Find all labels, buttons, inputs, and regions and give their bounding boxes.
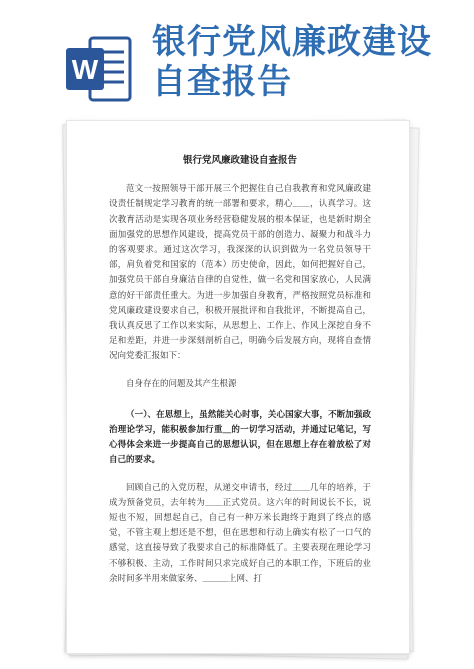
word-icon-letter: W bbox=[71, 54, 99, 85]
document-preview bbox=[62, 120, 414, 658]
document-page bbox=[66, 120, 410, 654]
word-document-icon bbox=[64, 34, 134, 104]
header-title: 银行党风廉政建设自查报告 bbox=[152, 22, 432, 102]
page-header bbox=[0, 0, 474, 115]
paragraph-review: 回顾自己的入党历程，从递交申请书，经过＿＿几年的培养，于成为预备党员，去年转为＿＿正式党员。这六年的时间说长不长，说短也不短，回想起自己，自己有一种万米长跑终于跑到了终点的感觉，不管主观上想还是不想，但在思想和行动上确实有松了一口气的感觉，这直接导致了我要求自己的标准降低了。主要表现在理论学习不够积极、主动，工作时间只求完成好自己的本职工作，下班后的业余时间多半用来做家务、＿＿＿上网、打 bbox=[109, 482, 371, 584]
document-body bbox=[109, 153, 371, 599]
paragraph-point-one: （一）、在思想上，虽然能关心时事，关心国家大事，不断加强政治理论学习，能积极参加行重＿的一切学习活动，并通过记笔记，写心得体会来进一步提高自己的思想认识，但在思想上存在着放松了对自己的要求。 bbox=[109, 409, 371, 466]
document-title: 银行党风廉政建设自查报告 bbox=[182, 155, 297, 166]
section-heading: 自身存在的问题及其产生根源 bbox=[126, 378, 237, 389]
paragraph-intro: 范文一按照领导干部开展三个把握住自己自我教育和党风廉政建设责任制规定学习教育的统一部署和要求，精心＿＿，认真学习。这次教育活动是实现各项业务经营稳健发展的根本保证，也是新时期全面加强党的思想作风建设，提高党员干部的创造力、凝聚力和战斗力的客观要求。通过这次学习，我深深的认识到做为一名党员领导干部，肩负着党和国家的（范本）历史使命，因此，如何把握好自己，加强党员干部自身廉洁自律的自觉性，做一名党和国家放心，人民满意的好干部责任重大。为进一步加强自身教育，严格按照党员标准和党风廉政建设要求自己，积极开展批评和自我批评，不断提高自己，我认真反思了工作以来实际，从思想上、工作上、作风上深挖自身不足和差距，并进一步深刻剖析自己，明确今后发展方向，现将自查情况向党委汇报如下： bbox=[109, 184, 371, 362]
